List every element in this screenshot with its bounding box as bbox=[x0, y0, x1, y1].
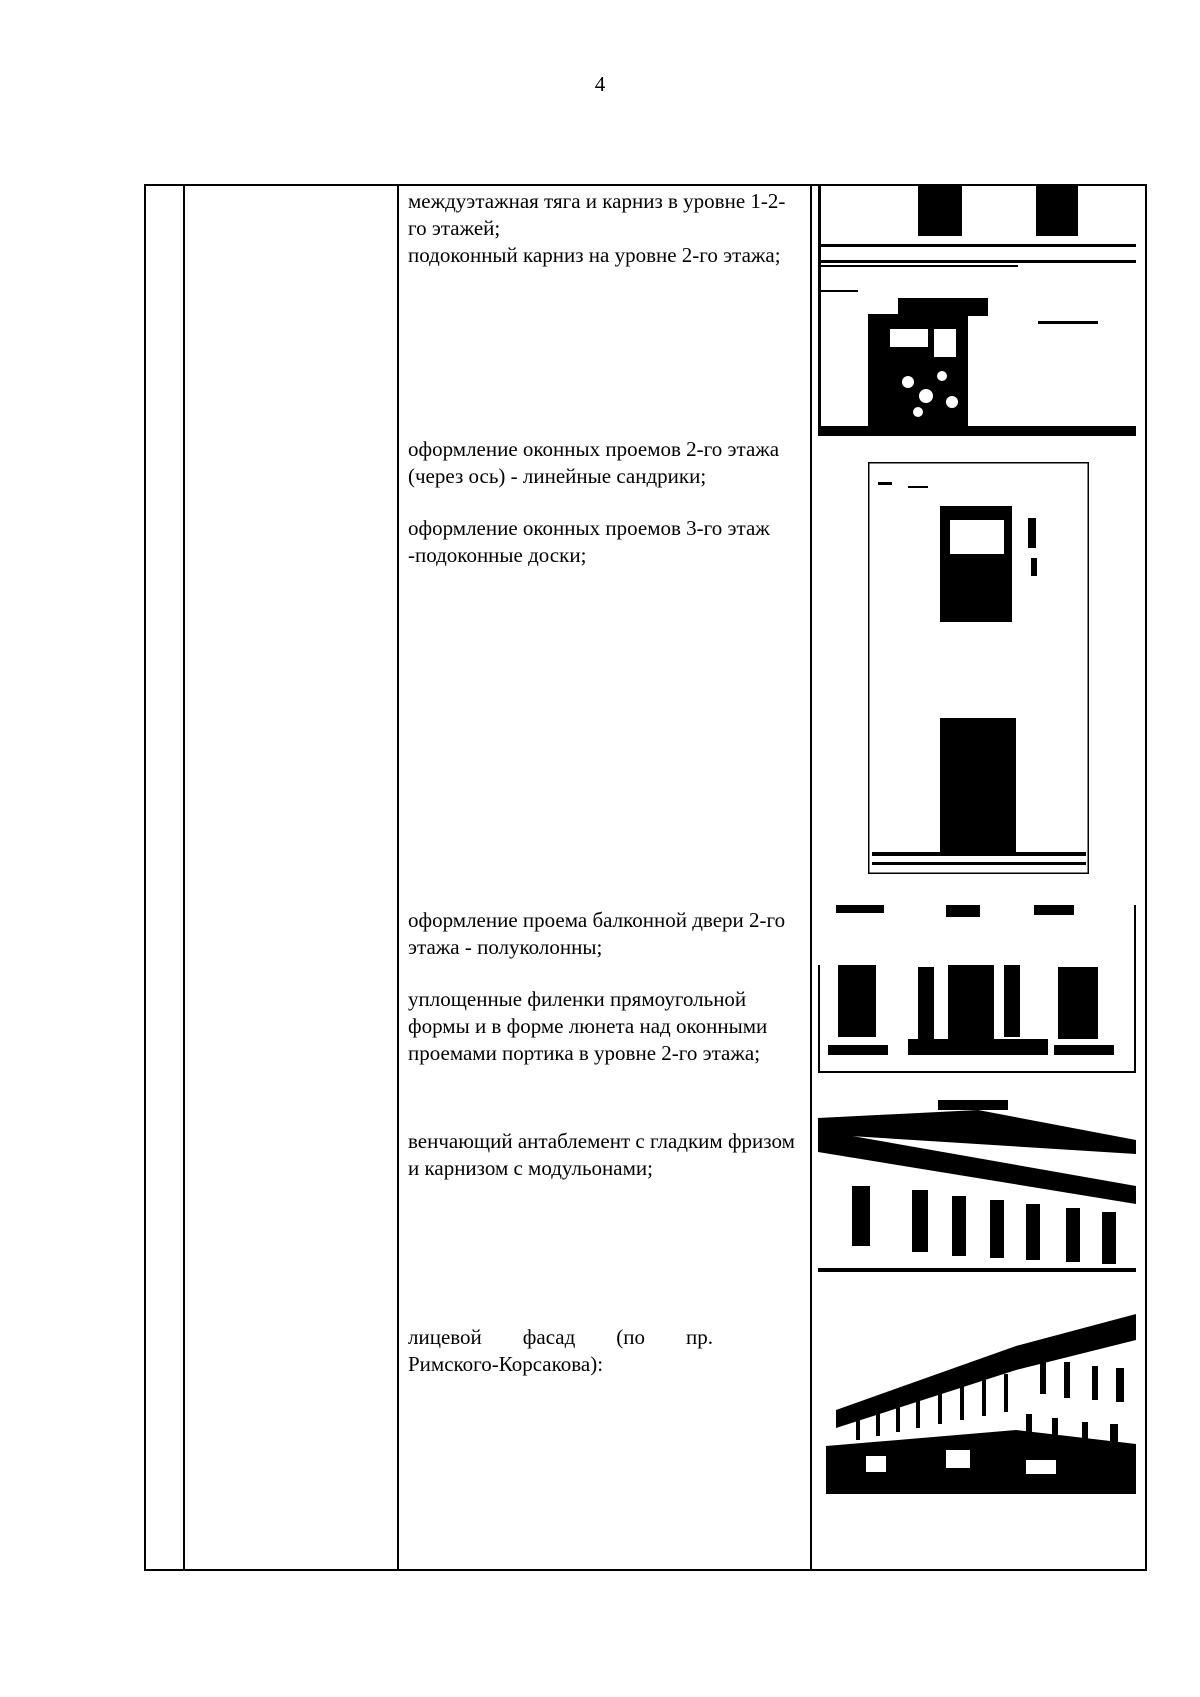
photo-facade-shop-entrance bbox=[818, 186, 1136, 436]
entry-word: пр. bbox=[686, 1325, 713, 1349]
entry-text: оформление проема балконной двери 2-го этажа - полуколонны; bbox=[408, 908, 786, 959]
entry-text: уплощенные филенки прямоугольной формы и в форме люнета над оконными проемами портика в уровне 2-го этажа; bbox=[408, 987, 768, 1065]
column-divider bbox=[183, 186, 185, 1569]
entry-row-1 bbox=[408, 188, 798, 294]
entry-text: оформление оконных проемов 2-го этажа (через ось) - линейные сандрики; bbox=[408, 437, 780, 488]
entry-text: междуэтажная тяга и карниз в уровне 1-2-го этажей; bbox=[408, 189, 786, 240]
entry-text: венчающий антаблемент с гладким фризом и карнизом с модульонами; bbox=[408, 1129, 795, 1180]
entry-text: подоконный карниз на уровне 2-го этажа; bbox=[408, 243, 781, 267]
photo-balcony-door bbox=[818, 905, 1136, 1073]
entry-word: (по bbox=[616, 1325, 646, 1349]
entry-text-line: Римского-Корсакова): bbox=[408, 1352, 604, 1376]
photo-main-facade bbox=[826, 1310, 1136, 1494]
entry-text: оформление оконных проемов 3-го этаж -подоконные доски; bbox=[408, 516, 770, 567]
photo-cornice bbox=[818, 1100, 1136, 1272]
entry-row-3 bbox=[408, 907, 798, 1092]
entry-row-4 bbox=[408, 1128, 798, 1207]
entry-row-2 bbox=[408, 436, 798, 594]
entry-row-5 bbox=[408, 1324, 798, 1378]
page-number: 4 bbox=[594, 72, 606, 96]
column-divider bbox=[810, 186, 812, 1569]
entry-word: лицевой bbox=[408, 1325, 482, 1349]
photo-window-openings bbox=[868, 462, 1089, 874]
entry-word: фасад bbox=[522, 1325, 576, 1349]
column-divider bbox=[397, 186, 399, 1569]
entry-text-line bbox=[408, 1324, 713, 1351]
